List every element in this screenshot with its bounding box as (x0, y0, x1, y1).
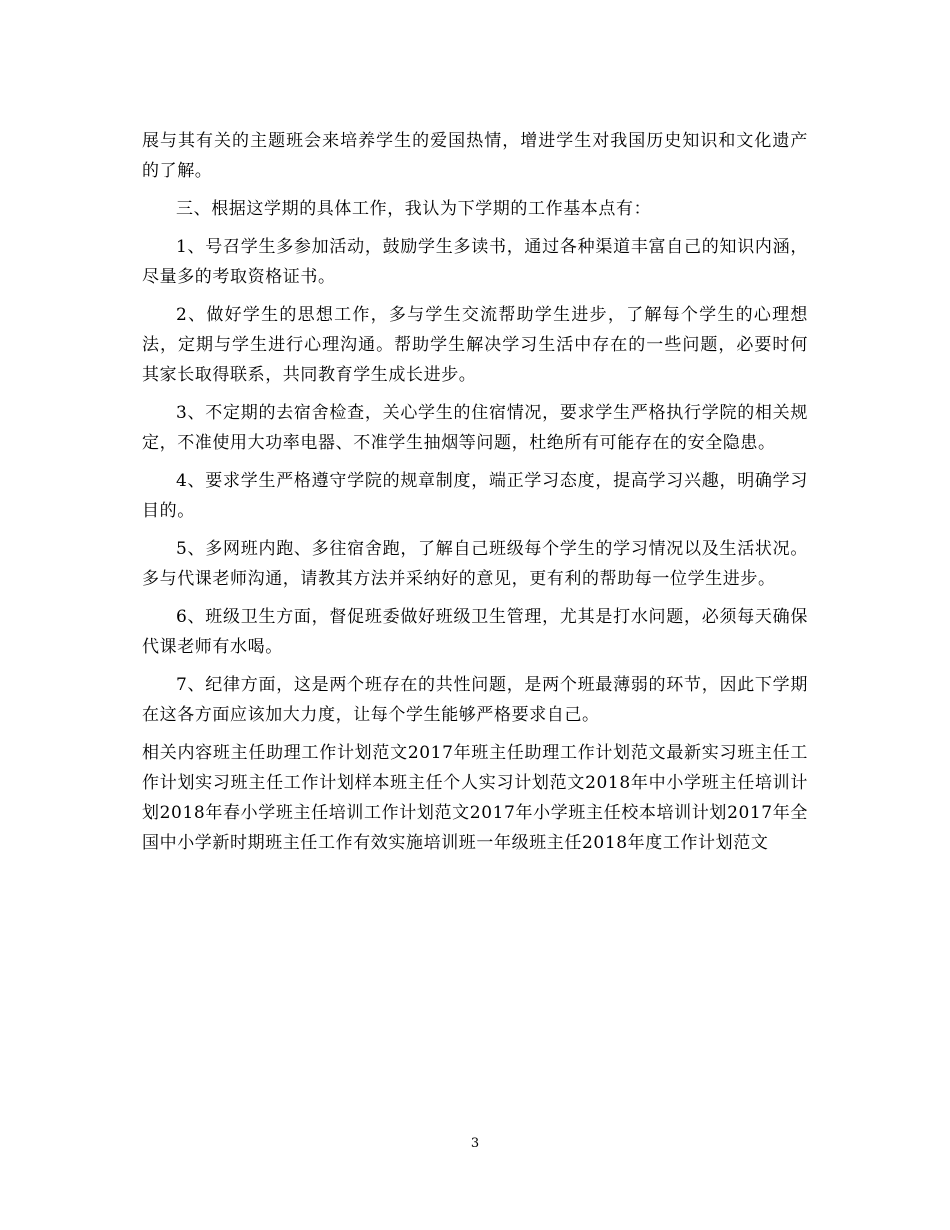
paragraph-intro-continuation: 展与其有关的主题班会来培养学生的爱国热情，增进学生对我国历史知识和文化遗产的了解。 (142, 131, 808, 181)
paragraph-item-5: 5、多网班内跑、多往宿舍跑，了解自己班级每个学生的学习情况以及生活状况。多与代课老师沟通，请教其方法并采纳好的意见，更有利的帮助每一位学生进步。 (142, 539, 808, 589)
paragraph-item-2: 2、做好学生的思想工作，多与学生交流帮助学生进步，了解每个学生的心理想法，定期与学生进行心理沟通。帮助学生解决学习生活中存在的一些问题，必要时何其家长取得联系，共同教育学生成长进步。 (142, 305, 808, 385)
document-body (142, 126, 808, 858)
page-number: 3 (470, 1136, 480, 1151)
paragraph-item-7: 7、纪律方面，这是两个班存在的共性问题，是两个班最薄弱的环节，因此下学期在这各方面应该加大力度，让每个学生能够严格要求自己。 (142, 675, 808, 725)
related-content-text: 相关内容班主任助理工作计划范文2017年班主任助理工作计划范文最新实习班主任工作计划实习班主任工作计划样本班主任个人实习计划范文2018年中小学班主任培训计划2018年春小学班主任培训工作计划范文2017年小学班主任校本培训计划2017年全国中小学新时期班主任工作有效实施培训班一年级班主任2018年度工作计划范文 (142, 743, 808, 853)
paragraph-section-three-heading: 三、根据这学期的具体工作，我认为下学期的工作基本点有： (176, 199, 652, 219)
paragraph-item-4: 4、要求学生严格遵守学院的规章制度，端正学习态度，提高学习兴趣，明确学习目的。 (142, 471, 808, 521)
paragraph-item-3: 3、不定期的去宿舍检查，关心学生的住宿情况，要求学生严格执行学院的相关规定，不准使用大功率电器、不准学生抽烟等问题，杜绝所有可能存在的安全隐患。 (142, 403, 808, 453)
paragraph-item-1: 1、号召学生多参加活动，鼓励学生多读书，通过各种渠道丰富自己的知识内涵，尽量多的考取资格证书。 (142, 237, 808, 287)
paragraph-item-6: 6、班级卫生方面，督促班委做好班级卫生管理，尤其是打水问题，必须每天确保代课老师有水喝。 (142, 607, 808, 657)
